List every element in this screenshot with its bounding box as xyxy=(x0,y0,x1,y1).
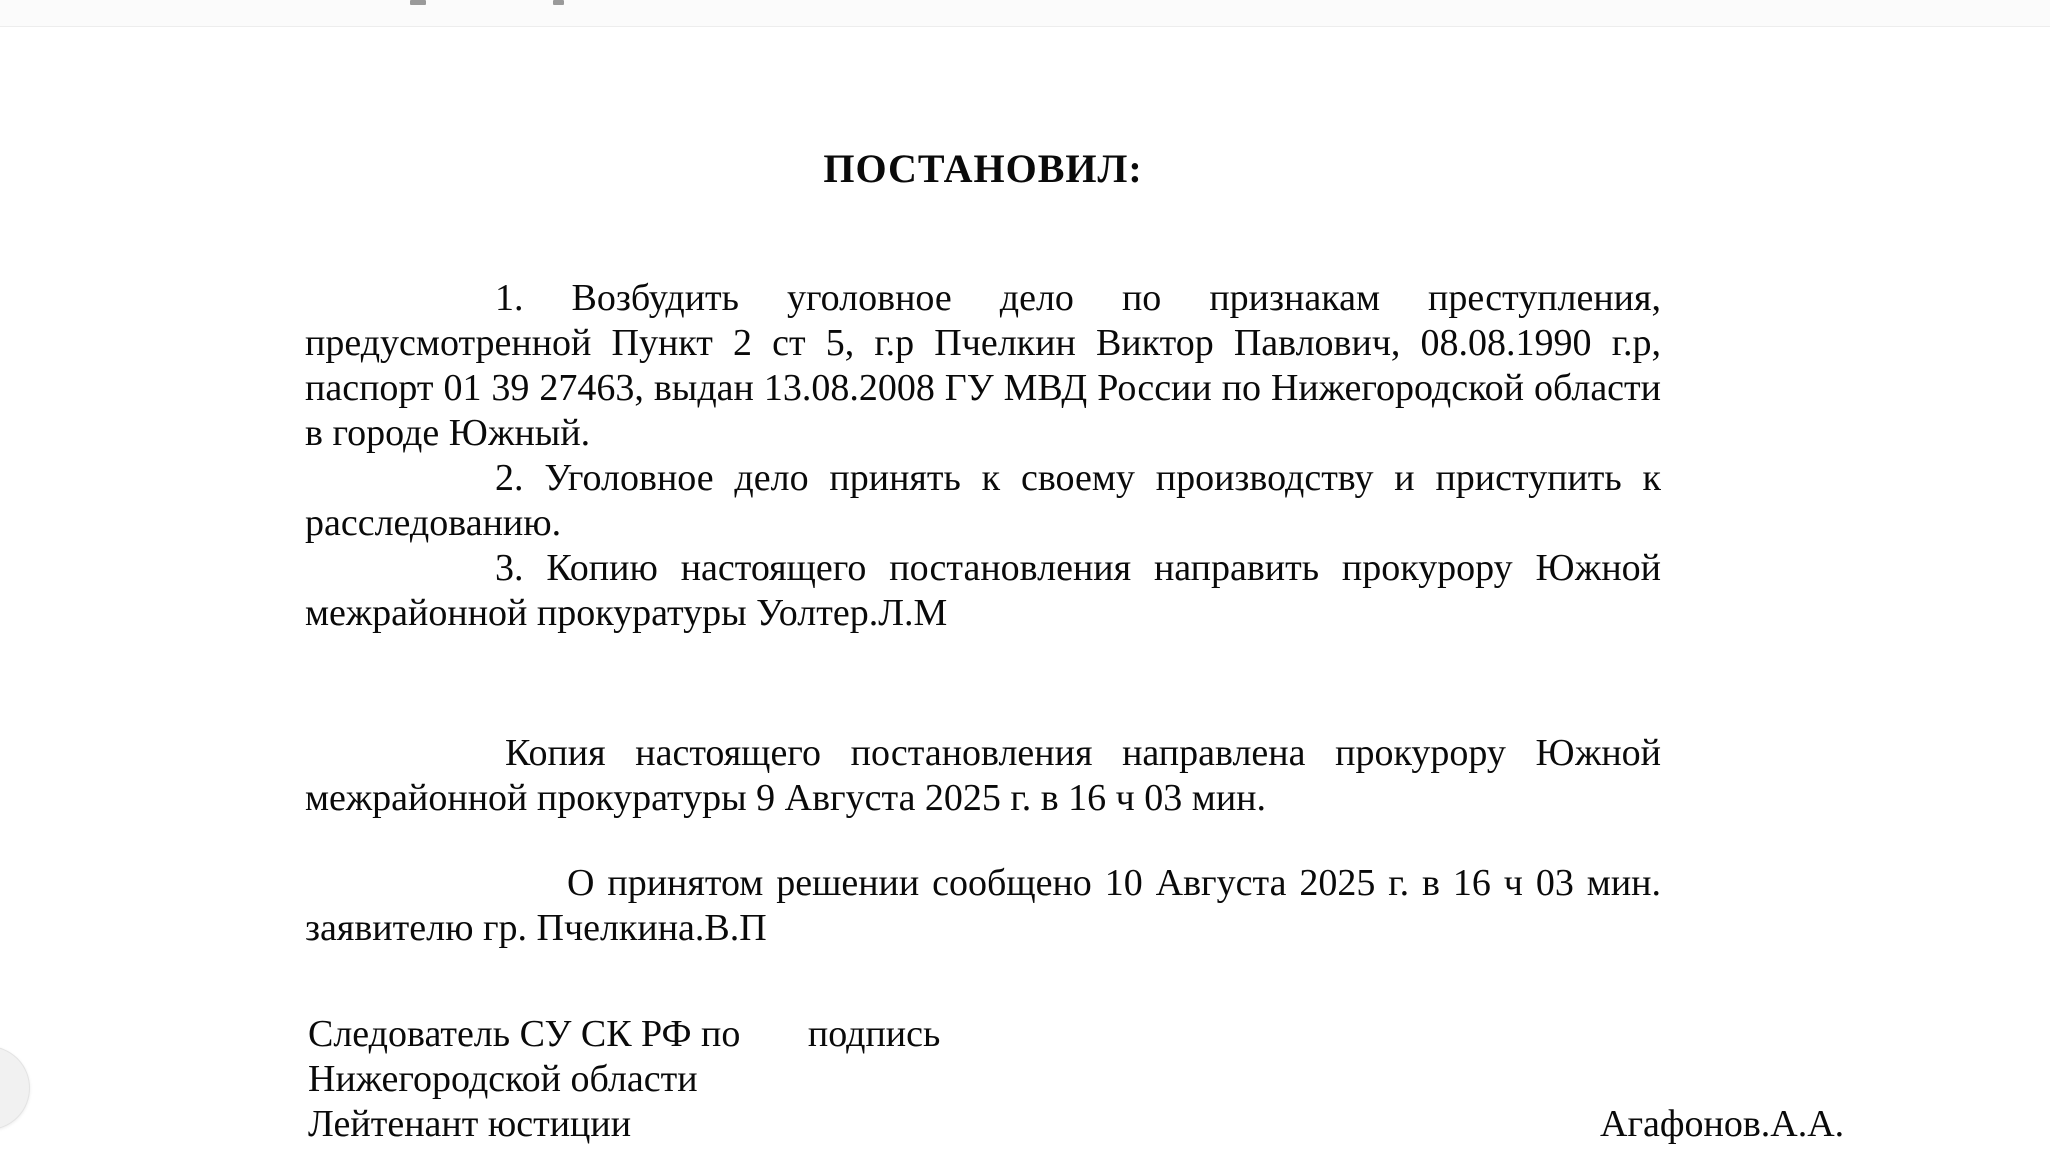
resolution-item-2: 2. Уголовное дело принять к своему производству и приступить к расследованию. xyxy=(305,457,1661,544)
top-clipped-strip xyxy=(0,0,2050,27)
copy-sent-notice: Копия настоящего постановления направлена прокурору Южной межрайонной прокуратуры 9 Августа 2025 г. в 16 ч 03 мин. xyxy=(305,732,1661,819)
clipped-text-fragment xyxy=(410,0,426,5)
decision-reported-notice: О принятом решении сообщено 10 Августа 2025 г. в 16 ч 03 мин. заявителю гр. Пчелкина.В.П xyxy=(305,862,1661,949)
resolution-list xyxy=(305,276,1661,636)
floating-action-button-partial[interactable] xyxy=(0,1046,30,1130)
signature-role-line-2: Нижегородской области xyxy=(308,1058,698,1100)
signer-name: Агафонов.А.А. xyxy=(1600,1103,1845,1145)
signature-block xyxy=(308,1012,940,1147)
resolution-item-3: 3. Копию настоящего постановления направить прокурору Южной межрайонной прокуратуры Уолтер.Л.М xyxy=(305,547,1661,634)
signature-role-line-1 xyxy=(308,1012,940,1057)
signature-role-line-3: Лейтенант юстиции xyxy=(308,1103,632,1145)
document-title: ПОСТАНОВИЛ: xyxy=(823,146,1143,191)
signature-placeholder-text: подпись xyxy=(807,1013,941,1055)
resolution-item-1: 1. Возбудить уголовное дело по признакам преступления, предусмотренной Пункт 2 ст 5, г.р Пчелкин Виктор Павлович, 08.08.1990 г.р, паспорт 01 39 27463, выдан 13.08.2008 ГУ МВД России по Нижегородской области в городе Южный. xyxy=(305,277,1661,454)
clipped-text-fragment xyxy=(553,0,564,5)
investigator-role-text: Следователь СУ СК РФ по xyxy=(308,1013,741,1055)
